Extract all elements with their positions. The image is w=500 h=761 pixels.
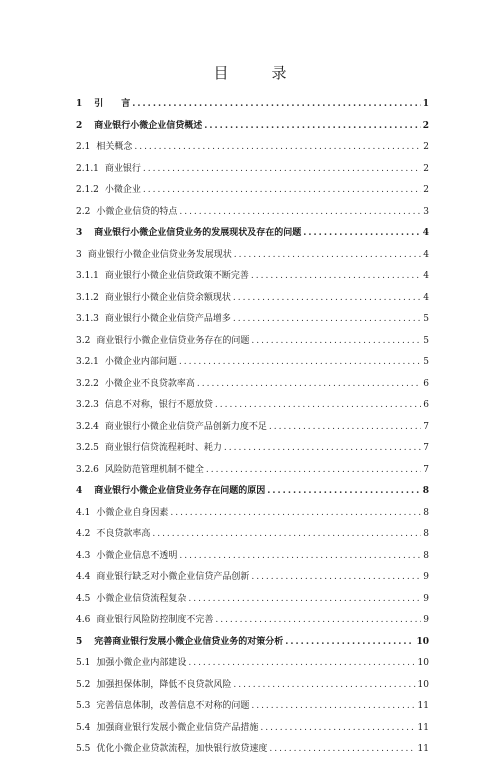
dot-leader xyxy=(132,94,420,116)
toc-entry-page-number: 7 xyxy=(423,464,429,475)
toc-entry-page-number: 7 xyxy=(423,443,429,453)
toc-entry-number: 2.1.1 xyxy=(76,163,99,174)
toc-entry[interactable] xyxy=(76,460,429,482)
toc-entry-page-number: 2 xyxy=(422,120,429,131)
toc-entry[interactable] xyxy=(76,374,429,396)
toc-entry-title: 商业银行小微企业信贷概述 xyxy=(94,120,203,131)
dot-leader xyxy=(143,159,421,181)
toc-entry-number: 5.3 xyxy=(76,701,91,711)
toc-entry-title: 加强担保体制，降低不良贷款风险 xyxy=(96,679,232,690)
toc-entry-title: 优化小微企业贷款流程，加快银行放贷速度 xyxy=(96,744,268,754)
toc-entry[interactable] xyxy=(76,94,429,116)
toc-entry-number: 3.1.2 xyxy=(76,292,99,303)
toc-entry-page-number: 1 xyxy=(422,99,429,109)
toc-entry-number: 1 xyxy=(76,99,83,109)
dot-leader xyxy=(269,417,421,439)
dot-leader xyxy=(206,460,421,482)
toc-entry-title: 完善商业银行发展小微企业信贷业务的对策分析 xyxy=(94,636,284,647)
toc-entry-number: 2.1 xyxy=(76,142,91,152)
toc-entry-number: 5.1 xyxy=(76,658,91,668)
dot-leader xyxy=(260,718,415,740)
toc-entry-number: 2.1.2 xyxy=(76,185,99,195)
toc-entry-title: 小微企业不良贷款率高 xyxy=(104,378,195,389)
dot-leader xyxy=(143,180,421,202)
toc-entry-page-number: 8 xyxy=(423,529,429,539)
toc-entry-title: 小微企业信息不透明 xyxy=(96,550,178,561)
toc-entry-number: 3.2.4 xyxy=(76,421,99,432)
toc-entry[interactable] xyxy=(76,546,429,568)
toc-entry-title: 商业银行小微企业信贷余额现状 xyxy=(104,292,231,303)
toc-entry[interactable] xyxy=(76,223,429,245)
toc-entry-number: 3.1.1 xyxy=(76,271,99,281)
toc-entry-page-number: 5 xyxy=(423,314,429,324)
toc-entry-page-number: 11 xyxy=(417,722,429,733)
toc-entry[interactable] xyxy=(76,417,429,439)
toc-entry-title: 信息不对称，银行不愿放贷 xyxy=(104,400,213,410)
toc-entry[interactable] xyxy=(76,718,429,740)
toc-entry-page-number: 8 xyxy=(422,486,429,496)
toc-entry[interactable] xyxy=(76,610,429,632)
toc-entry-title: 商业银行小微企业信贷政策不断完善 xyxy=(104,271,249,281)
toc-entry-number: 4.1 xyxy=(76,507,91,518)
dot-leader xyxy=(215,395,421,417)
toc-entry-title: 商业银行风险防控制度不完善 xyxy=(96,615,214,625)
toc-entry-title: 相关概念 xyxy=(96,142,133,152)
toc-entry-number: 3.1.3 xyxy=(76,314,99,324)
dot-leader xyxy=(152,524,421,546)
toc-entry-page-number: 9 xyxy=(423,593,429,604)
dot-leader xyxy=(285,632,414,654)
toc-entry-title: 小微企业自身因素 xyxy=(96,507,169,518)
table-of-contents xyxy=(76,94,429,761)
toc-entry-number: 5.4 xyxy=(76,722,91,733)
toc-entry-number: 3.2.1 xyxy=(76,357,99,367)
toc-entry-number: 2 xyxy=(76,120,83,131)
toc-entry-title: 完善信息体制，改善信息不对称的问题 xyxy=(96,701,250,711)
dot-leader xyxy=(251,567,421,589)
toc-entry-page-number: 6 xyxy=(423,400,429,410)
toc-entry-number: 4.3 xyxy=(76,550,91,561)
toc-entry-page-number: 4 xyxy=(423,249,429,260)
toc-entry[interactable] xyxy=(76,438,429,460)
toc-entry-page-number: 2 xyxy=(423,185,429,195)
toc-entry-number: 2.2 xyxy=(76,206,91,217)
toc-entry[interactable] xyxy=(76,137,429,159)
toc-entry-title: 商业银行小微企业信贷业务发展现状 xyxy=(87,249,232,260)
toc-entry-number: 3.2.5 xyxy=(76,443,99,453)
dot-leader xyxy=(303,223,420,245)
dot-leader xyxy=(269,739,415,761)
toc-entry-title: 商业银行信贷流程耗时、耗力 xyxy=(104,443,222,453)
toc-entry-page-number: 2 xyxy=(423,142,429,152)
toc-entry-page-number: 3 xyxy=(423,206,429,217)
toc-entry-number: 4.4 xyxy=(76,572,91,582)
toc-entry[interactable] xyxy=(76,481,429,503)
toc-entry[interactable] xyxy=(76,266,429,288)
toc-entry-page-number: 10 xyxy=(417,679,429,690)
dot-leader xyxy=(224,438,421,460)
dot-leader xyxy=(251,331,421,353)
toc-entry-title: 商业银行小微企业信贷业务存在的问题 xyxy=(96,335,250,346)
toc-entry[interactable] xyxy=(76,632,429,654)
page-title: 目 录 xyxy=(213,64,301,82)
dot-leader xyxy=(267,481,420,503)
toc-entry-title: 商业银行小微企业信贷业务的发展现状及存在的问题 xyxy=(94,228,302,238)
toc-entry[interactable] xyxy=(76,116,429,138)
toc-entry-page-number: 9 xyxy=(423,572,429,582)
toc-entry-title: 商业银行小微企业信贷产品创新力度不足 xyxy=(104,421,267,432)
dot-leader xyxy=(204,116,420,138)
toc-entry[interactable] xyxy=(76,352,429,374)
toc-entry-number: 3.2.3 xyxy=(76,400,99,410)
toc-entry-number: 4 xyxy=(76,486,83,496)
toc-entry-page-number: 11 xyxy=(417,701,429,711)
toc-entry-title: 加强商业银行发展小微企业信贷产品措施 xyxy=(96,722,259,733)
toc-entry-number: 4.2 xyxy=(76,529,91,539)
toc-entry-page-number: 6 xyxy=(423,378,429,389)
toc-entry[interactable] xyxy=(76,245,429,267)
toc-entry[interactable] xyxy=(76,180,429,202)
toc-entry-title: 商业银行小微企业信贷产品增多 xyxy=(104,314,231,324)
toc-entry-number: 5.5 xyxy=(76,744,91,754)
dot-leader xyxy=(197,374,421,396)
toc-entry[interactable] xyxy=(76,589,429,611)
toc-entry-title: 小微企业 xyxy=(104,185,141,195)
toc-entry-page-number: 11 xyxy=(417,744,429,754)
dot-leader xyxy=(233,288,421,310)
toc-entry-page-number: 10 xyxy=(417,658,429,668)
dot-leader xyxy=(215,610,421,632)
dot-leader xyxy=(188,589,421,611)
dot-leader xyxy=(233,309,421,331)
toc-entry-page-number: 4 xyxy=(422,228,429,238)
dot-leader xyxy=(251,266,421,288)
toc-entry-page-number: 10 xyxy=(416,636,429,647)
dot-leader xyxy=(179,546,421,568)
toc-entry-number: 3.2 xyxy=(76,335,91,346)
dot-leader xyxy=(234,245,422,267)
toc-entry-title: 商业银行 xyxy=(104,163,141,174)
toc-entry-page-number: 7 xyxy=(423,421,429,432)
toc-entry[interactable] xyxy=(76,653,429,675)
toc-entry[interactable] xyxy=(76,331,429,353)
toc-entry[interactable] xyxy=(76,524,429,546)
toc-entry[interactable] xyxy=(76,309,429,331)
toc-entry-number: 4.5 xyxy=(76,593,91,604)
toc-entry-title: 小微企业信贷流程复杂 xyxy=(96,593,187,604)
dot-leader xyxy=(179,352,421,374)
toc-entry-title: 商业银行缺乏对小微企业信贷产品创新 xyxy=(96,572,250,582)
toc-entry-number: 3 xyxy=(76,249,82,260)
toc-entry-number: 5.2 xyxy=(76,679,91,690)
toc-entry[interactable] xyxy=(76,675,429,697)
toc-entry[interactable] xyxy=(76,567,429,589)
toc-entry-title: 引 言 xyxy=(94,99,131,109)
toc-entry-number: 4.6 xyxy=(76,615,91,625)
toc-entry-page-number: 2 xyxy=(423,163,429,174)
toc-entry[interactable] xyxy=(76,739,429,761)
dot-leader xyxy=(188,653,415,675)
dot-leader xyxy=(233,675,415,697)
toc-entry-number: 5 xyxy=(76,636,83,647)
toc-entry-number: 3.2.2 xyxy=(76,378,99,389)
toc-entry[interactable] xyxy=(76,288,429,310)
toc-entry[interactable] xyxy=(76,202,429,224)
toc-entry-page-number: 9 xyxy=(423,615,429,625)
toc-entry-title: 小微企业内部问题 xyxy=(104,357,177,367)
toc-entry[interactable] xyxy=(76,159,429,181)
toc-entry-page-number: 4 xyxy=(423,271,429,281)
toc-entry-title: 小微企业信贷的特点 xyxy=(96,206,178,217)
dot-leader xyxy=(134,137,421,159)
toc-entry-number: 3.2.6 xyxy=(76,464,99,475)
dot-leader xyxy=(170,503,421,525)
toc-entry[interactable] xyxy=(76,503,429,525)
toc-entry-title: 商业银行小微企业信贷业务存在问题的原因 xyxy=(94,486,266,496)
toc-entry-title: 风险防范管理机制不健全 xyxy=(104,464,204,475)
toc-entry-page-number: 4 xyxy=(423,292,429,303)
toc-entry-page-number: 5 xyxy=(423,357,429,367)
toc-entry[interactable] xyxy=(76,395,429,417)
toc-entry-title: 加强小微企业内部建设 xyxy=(96,658,187,668)
toc-entry-page-number: 8 xyxy=(423,550,429,561)
toc-entry-number: 3 xyxy=(76,228,83,238)
toc-entry-page-number: 8 xyxy=(423,507,429,518)
toc-entry-page-number: 5 xyxy=(423,335,429,346)
dot-leader xyxy=(179,202,421,224)
toc-entry-title: 不良贷款率高 xyxy=(96,529,151,539)
